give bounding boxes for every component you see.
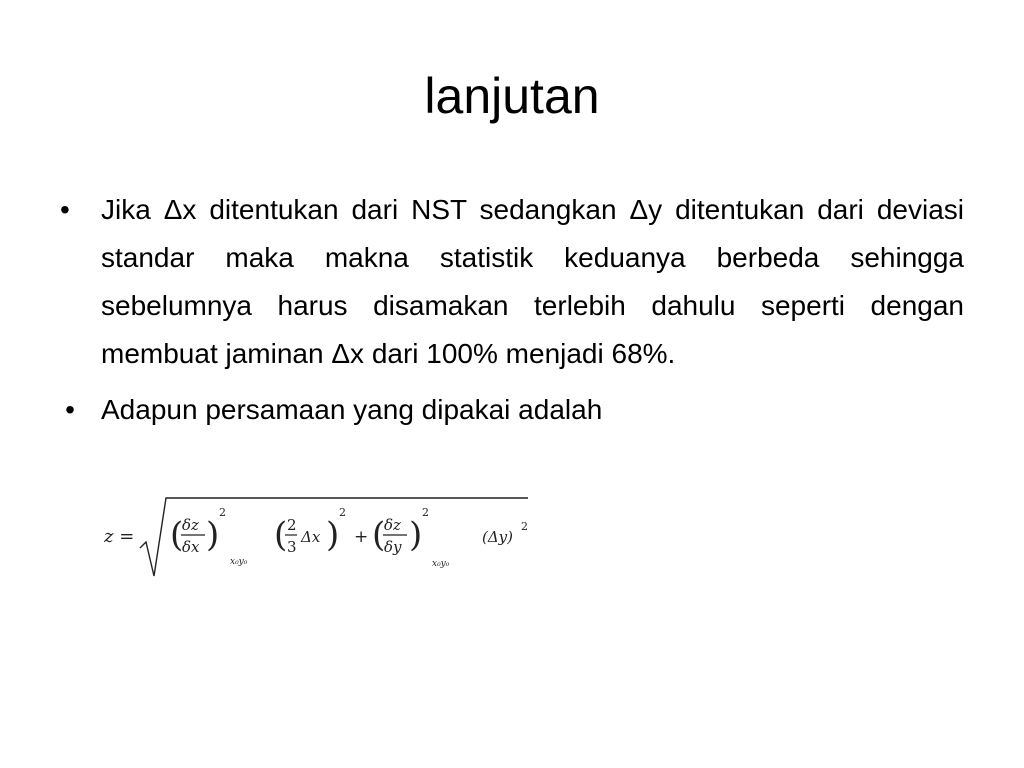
bullet-list	[60, 186, 964, 442]
bullet-icon: •	[60, 194, 70, 225]
paren-close-1: )	[206, 515, 220, 555]
paren-open-2: (	[274, 515, 288, 555]
bullet-text-1: Jika Δx ditentukan dari NST sedangkan Δy ditentukan dari deviasi standar maka makna statistik keduanya berbeda sehingga sebelumnya harus disamakan terlebih dahulu seperti dengan membuat jaminan Δx dari 100% menjadi 68%.	[101, 194, 964, 369]
term2-exponent: 2	[339, 506, 346, 519]
term4-delta-y: (Δy)	[482, 528, 514, 546]
term3-den: δy	[384, 538, 402, 556]
paren-close-3: )	[409, 515, 423, 555]
bullet-text-2: Adapun persamaan yang dipakai adalah	[101, 394, 603, 425]
term1-num: δz	[182, 516, 199, 534]
term2-den: 3	[287, 538, 297, 556]
bullet-icon: •	[65, 394, 75, 425]
formula-lhs: z =	[104, 526, 135, 547]
term1-exponent: 2	[219, 506, 226, 519]
bullet-item-1	[60, 186, 964, 378]
bullet-item-2	[60, 386, 964, 434]
term2-delta-x: Δx	[301, 528, 321, 546]
paren-open-3: (	[372, 515, 386, 555]
term2-num: 2	[287, 516, 297, 534]
formula-image	[104, 490, 534, 586]
slide-title: lanjutan	[424, 68, 600, 124]
term3-num: δz	[384, 516, 401, 534]
paren-open-1: (	[170, 515, 184, 555]
term4-exponent: 2	[521, 520, 528, 533]
term3-subscript: x₀y₀	[432, 559, 450, 569]
term1-subscript: x₀y₀	[230, 557, 248, 567]
formula-svg	[104, 490, 534, 586]
term1-den: δx	[182, 538, 200, 556]
paren-close-2: )	[326, 515, 340, 555]
term3-exponent: 2	[422, 506, 429, 519]
formula-plus: +	[354, 527, 369, 547]
